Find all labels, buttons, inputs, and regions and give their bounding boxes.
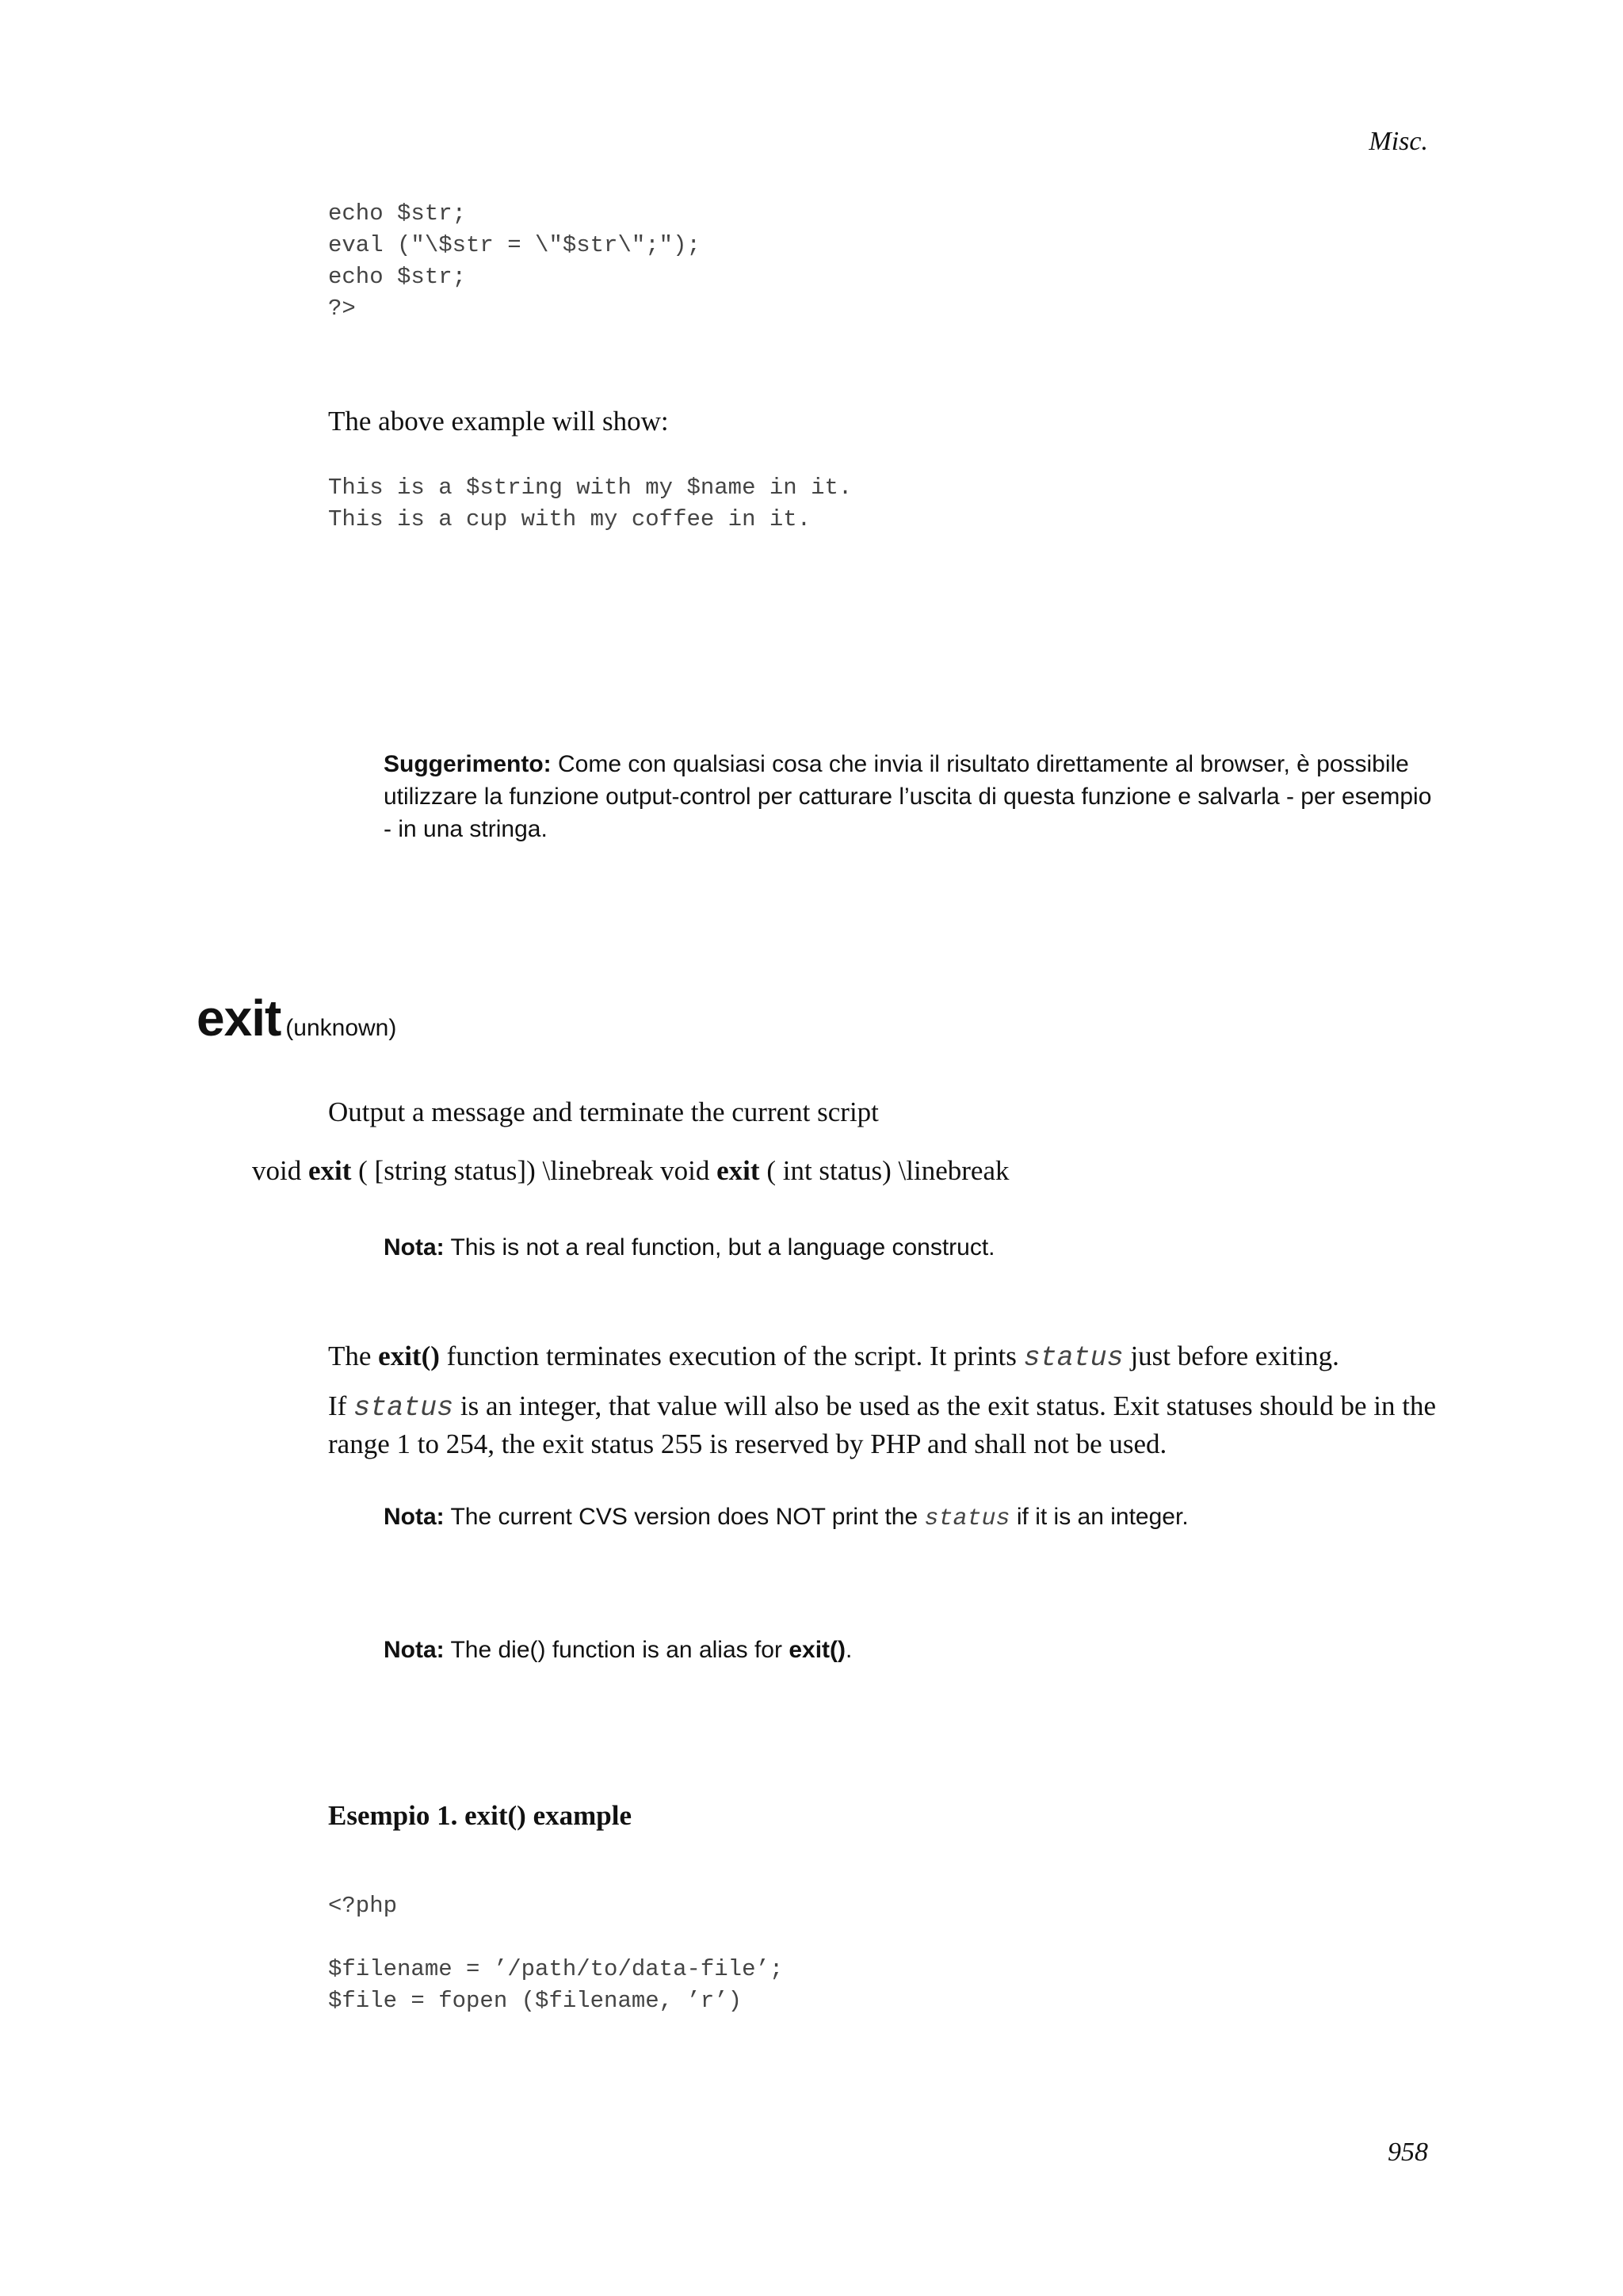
function-reference: exit() [378, 1341, 440, 1371]
paragraph-text: If [328, 1390, 354, 1421]
function-version: (unknown) [285, 1015, 397, 1041]
parameter-reference: status [1023, 1342, 1124, 1374]
paragraph-text: just before exiting. [1123, 1341, 1339, 1371]
synopsis-function-name: exit [307, 1155, 352, 1186]
code-block-example: <?php $filename = ’/path/to/data-file’; $file = fopen ($filename, ’r’) [328, 1893, 784, 2014]
running-header: Misc. [1369, 127, 1428, 156]
note-language-construct [384, 1231, 1445, 1264]
paragraph-text: function terminates execution of the script. It prints [439, 1341, 1024, 1371]
parameter-reference: status [353, 1392, 454, 1424]
note-label: Nota: [384, 1504, 445, 1530]
paragraph-text: The [328, 1341, 379, 1371]
note-cvs-version [384, 1501, 1445, 1535]
function-reference: exit() [789, 1637, 846, 1663]
tip-text: Come con qualsiasi cosa che invia il risultato direttamente al browser, è possibile utilizzare la funzione output-control per catturare l’uscita di questa funzione e salvarla - per esempio - in una stringa. [384, 751, 1432, 842]
note-text: This is not a real function, but a language construct. [444, 1234, 995, 1261]
paragraph-text: is an integer, that value will also be used as the exit status. Exit statuses should be in the range 1 to 254, the exit status 255 is reserved by PHP and shall not be used. [328, 1390, 1436, 1459]
code-block-eval: echo $str; eval ("\$str = \"$str\";"); echo $str; ?> [328, 200, 701, 322]
output-intro-text: The above example will show: [328, 406, 669, 437]
parameter-reference: status [924, 1505, 1010, 1532]
note-label: Nota: [384, 1234, 445, 1261]
description-paragraph-1 [328, 1341, 1339, 1374]
function-synopsis [252, 1155, 1009, 1187]
function-title [197, 989, 396, 1047]
note-label: Nota: [384, 1637, 445, 1663]
tip-label: Suggerimento: [384, 751, 552, 777]
function-name: exit [197, 990, 281, 1047]
note-alias [384, 1634, 1445, 1666]
example-title: Esempio 1. exit() example [328, 1800, 632, 1831]
code-block-output: This is a $string with my $name in it. This is a cup with my coffee in it. [328, 475, 853, 532]
synopsis-part: void [252, 1155, 308, 1186]
note-text: The die() function is an alias for [444, 1637, 789, 1663]
tip-note [384, 748, 1445, 845]
synopsis-part: ( [string status]) \linebreak void [351, 1155, 717, 1186]
description-paragraph-2 [328, 1388, 1445, 1463]
synopsis-function-name: exit [716, 1155, 760, 1186]
note-text: The current CVS version does NOT print the [444, 1504, 925, 1530]
function-purpose: Output a message and terminate the current script [328, 1097, 879, 1127]
note-text: . [846, 1637, 853, 1663]
note-text: if it is an integer. [1010, 1504, 1189, 1530]
page-number: 958 [1388, 2138, 1428, 2167]
synopsis-part: ( int status) \linebreak [759, 1155, 1010, 1186]
